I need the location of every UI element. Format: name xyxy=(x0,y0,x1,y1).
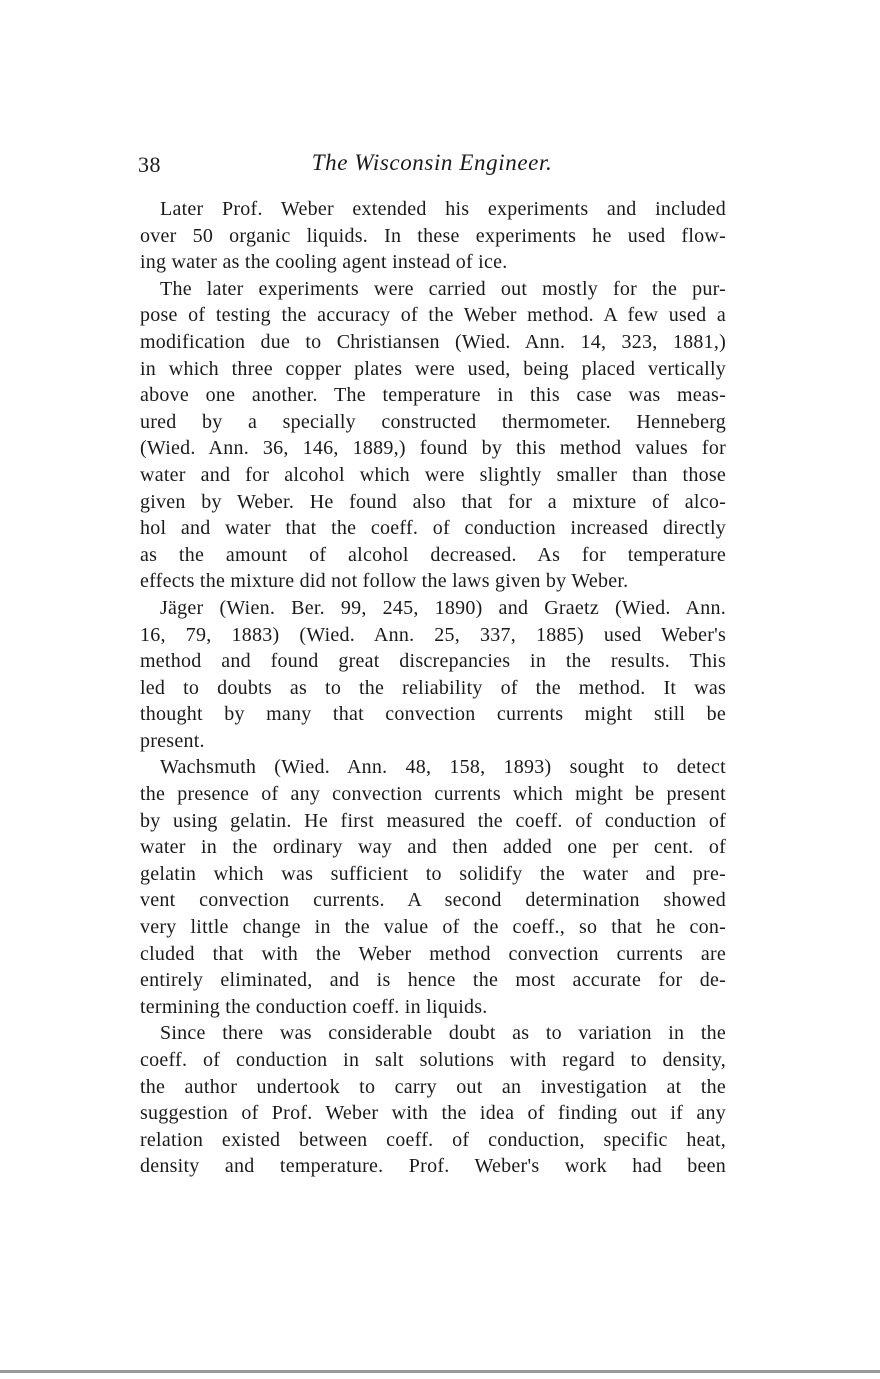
text-line: Jäger (Wien. Ber. 99, 245, 1890) and Graetz (Wied. Ann. xyxy=(160,596,726,619)
text-line: pose of testing the accuracy of the Weber method. A few used a xyxy=(140,304,726,327)
text-line: ing water as the cooling agent instead of ice. xyxy=(140,251,508,274)
text-line: thought by many that convection currents might still be xyxy=(140,703,726,726)
text-line: suggestion of Prof. Weber with the idea of finding out if any xyxy=(140,1102,726,1125)
text-line: coeff. of conduction in salt solutions with regard to density, xyxy=(140,1049,726,1071)
text-line: hol and water that the coeff. of conduction increased directly xyxy=(140,517,726,540)
text-line: the presence of any convection currents which might be present xyxy=(140,783,726,806)
text-line: Wachsmuth (Wied. Ann. 48, 158, 1893) sought to detect xyxy=(160,756,726,779)
text-line: method and found great discrepancies in the results. This xyxy=(140,650,726,673)
text-line: gelatin which was sufficient to solidify the water and pre- xyxy=(140,862,726,885)
text-line: led to doubts as to the reliability of the method. It was xyxy=(140,676,726,699)
text-line: the author undertook to carry out an investigation at the xyxy=(140,1075,726,1098)
running-head xyxy=(138,146,726,182)
text-line: termining the conduction coeff. in liquids. xyxy=(140,995,488,1018)
text-line: very little change in the value of the coeff., so that he con- xyxy=(140,916,726,939)
paragraph-4 xyxy=(140,754,726,1020)
text-line: (Wied. Ann. 36, 146, 1889,) found by this method values for xyxy=(140,437,726,460)
text-line: ured by a specially constructed thermometer. Henneberg xyxy=(140,410,726,433)
text-line: above one another. The temperature in this case was meas- xyxy=(140,384,726,407)
paragraph-1 xyxy=(140,196,726,276)
text-line: as the amount of alcohol decreased. As for temperature xyxy=(140,543,726,566)
text-line: given by Weber. He found also that for a mixture of alco- xyxy=(140,490,726,513)
text-line: entirely eliminated, and is hence the most accurate for de- xyxy=(140,969,726,992)
text-line: Since there was considerable doubt as to variation in the xyxy=(160,1022,726,1045)
body-text xyxy=(140,196,726,1180)
paragraph-2 xyxy=(140,276,726,595)
text-line: The later experiments were carried out mostly for the pur- xyxy=(160,277,726,300)
text-line: 16, 79, 1883) (Wied. Ann. 25, 337, 1885) used Weber's xyxy=(140,623,726,646)
text-line: water in the ordinary way and then added one per cent. of xyxy=(140,836,726,859)
text-line: cluded that with the Weber method convection currents are xyxy=(140,942,726,965)
text-line: relation existed between coeff. of conduction, specific heat, xyxy=(140,1128,726,1151)
paragraph-3 xyxy=(140,595,726,755)
paragraph-5 xyxy=(140,1020,726,1180)
text-line: water and for alcohol which were slightly smaller than those xyxy=(140,463,726,486)
text-line: vent convection currents. A second determination showed xyxy=(140,889,726,912)
text-line: by using gelatin. He first measured the coeff. of conduction of xyxy=(140,809,726,832)
scan-edge-line xyxy=(0,1370,880,1373)
text-line: effects the mixture did not follow the laws given by Weber. xyxy=(140,570,629,593)
text-line: Later Prof. Weber extended his experiments and included xyxy=(160,198,726,220)
text-line: over 50 organic liquids. In these experiments he used flow- xyxy=(140,224,726,247)
text-line: in which three copper plates were used, being placed vertically xyxy=(140,357,726,380)
text-line: present. xyxy=(140,729,205,752)
text-line: density and temperature. Prof. Weber's work had been xyxy=(140,1155,726,1178)
journal-title: The Wisconsin Engineer. xyxy=(311,150,553,175)
page-number: 38 xyxy=(138,152,161,177)
text-line: modification due to Christiansen (Wied. Ann. 14, 323, 1881,) xyxy=(140,330,726,353)
